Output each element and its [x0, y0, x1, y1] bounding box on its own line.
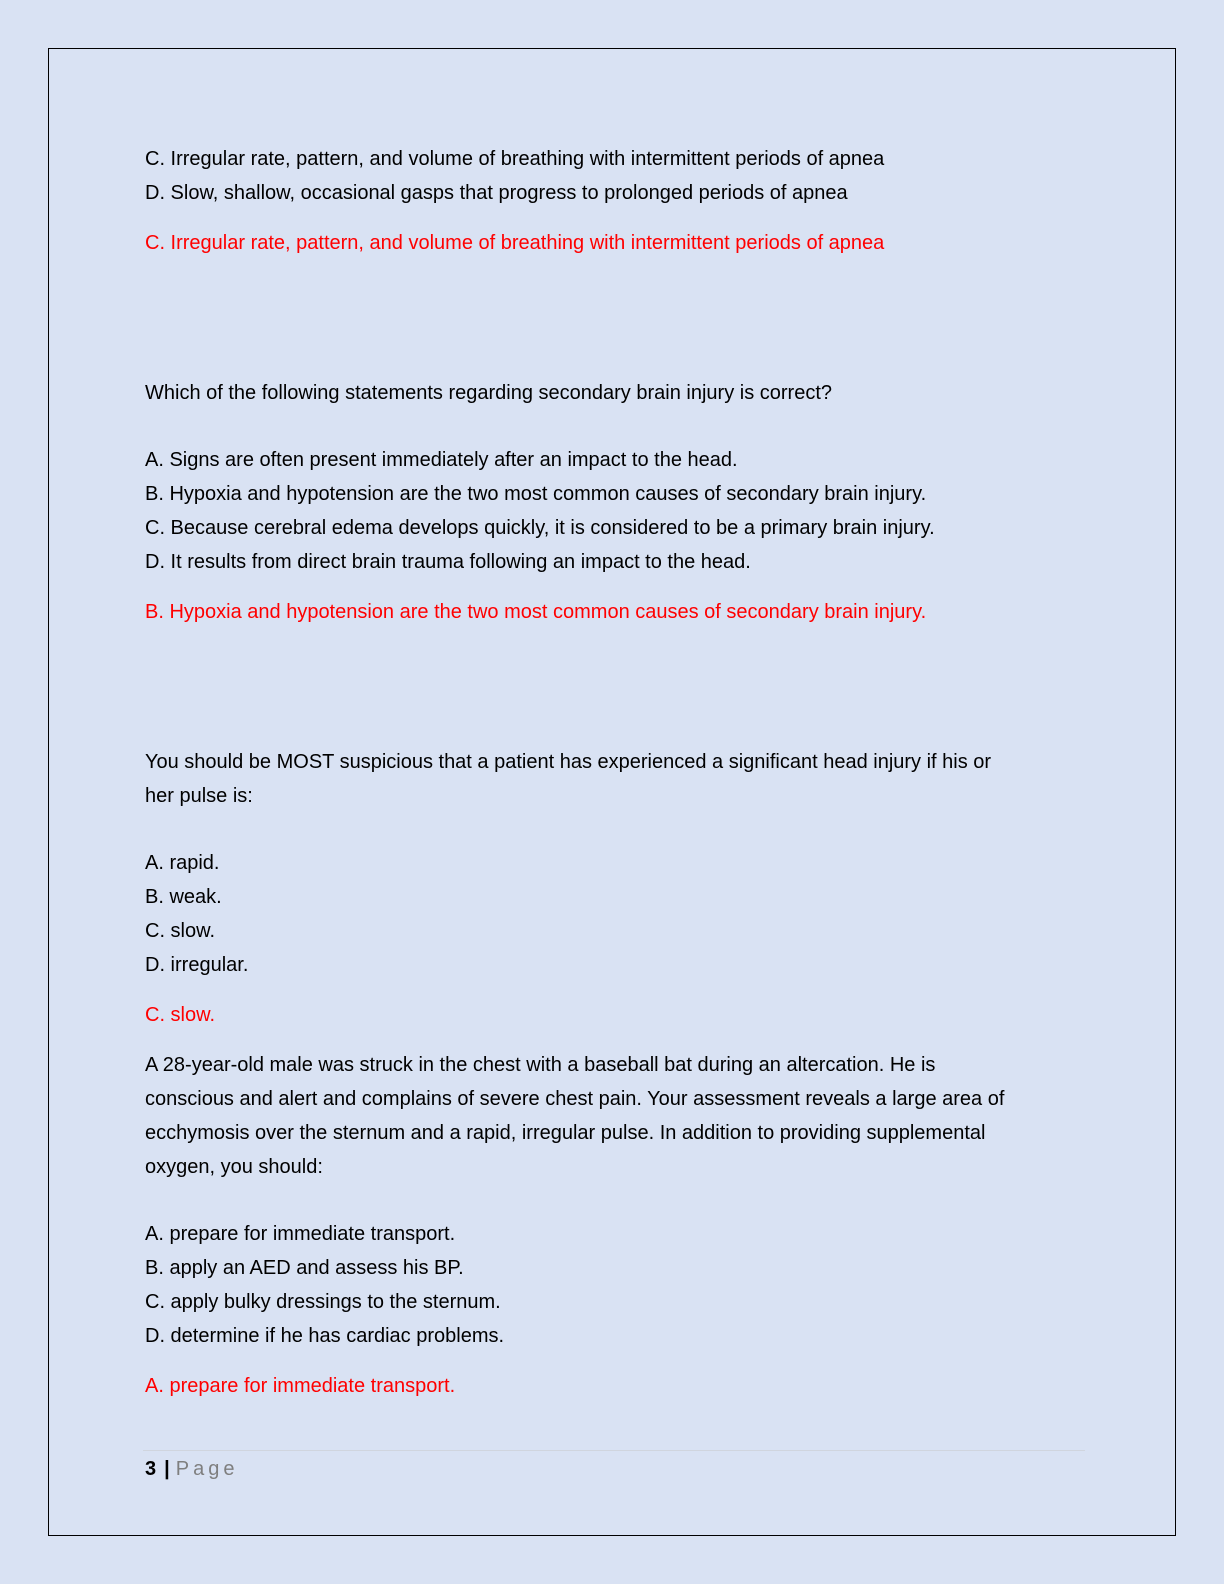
option-a: A. rapid.	[145, 852, 220, 874]
footer-divider	[143, 1450, 1085, 1451]
option-d: D. Slow, shallow, occasional gasps that progress to prolonged periods of apnea	[145, 182, 848, 204]
page-number: 3	[145, 1458, 157, 1480]
footer-separator: |	[164, 1458, 170, 1480]
option-d: D. determine if he has cardiac problems.	[145, 1325, 505, 1347]
question-text: Which of the following statements regarding secondary brain injury is correct?	[145, 382, 832, 404]
question-text-line: ecchymosis over the sternum and a rapid, irregular pulse. In addition to providing supplemental	[145, 1122, 986, 1144]
option-c: C. Irregular rate, pattern, and volume of breathing with intermittent periods of apnea	[145, 148, 885, 170]
option-b: B. Hypoxia and hypotension are the two most common causes of secondary brain injury.	[145, 483, 927, 505]
option-d: D. It results from direct brain trauma following an impact to the head.	[145, 551, 751, 573]
option-b: B. weak.	[145, 886, 222, 908]
answer: C. slow.	[145, 1004, 216, 1026]
answer: A. prepare for immediate transport.	[145, 1375, 456, 1397]
question-text-line: oxygen, you should:	[145, 1156, 323, 1178]
question-text-line: You should be MOST suspicious that a patient has experienced a significant head injury if his or	[145, 751, 992, 773]
page-footer	[145, 1452, 238, 1486]
option-b: B. apply an AED and assess his BP.	[145, 1257, 464, 1279]
question-text-line: her pulse is:	[145, 785, 253, 807]
option-a: A. Signs are often present immediately after an impact to the head.	[145, 449, 738, 471]
option-c: C. slow.	[145, 920, 216, 942]
answer: C. Irregular rate, pattern, and volume of breathing with intermittent periods of apnea	[145, 232, 885, 254]
option-a: A. prepare for immediate transport.	[145, 1223, 456, 1245]
question-text-line: conscious and alert and complains of severe chest pain. Your assessment reveals a large area of	[145, 1088, 1005, 1110]
answer: B. Hypoxia and hypotension are the two most common causes of secondary brain injury.	[145, 601, 927, 623]
option-d: D. irregular.	[145, 954, 249, 976]
option-c: C. apply bulky dressings to the sternum.	[145, 1291, 501, 1313]
page-label: Page	[175, 1458, 239, 1480]
question-text-line: A 28-year-old male was struck in the chest with a baseball bat during an altercation. He is	[145, 1054, 936, 1076]
option-c: C. Because cerebral edema develops quickly, it is considered to be a primary brain injury.	[145, 517, 935, 539]
